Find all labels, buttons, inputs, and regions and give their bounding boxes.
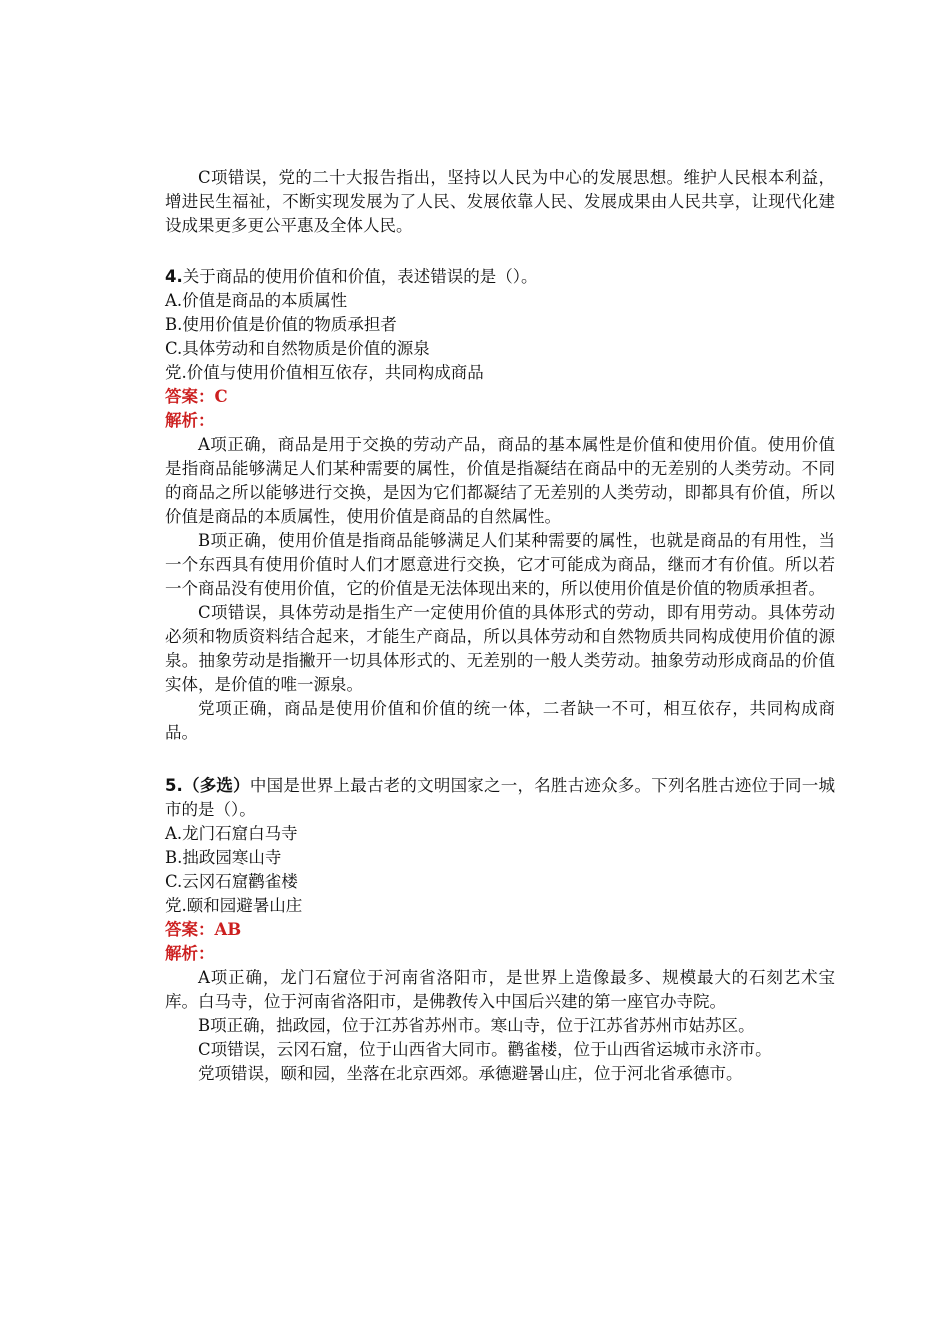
question-5-option-b: B.拙政园寒山寺 [165,848,282,867]
question-4-analysis-b: B项正确，使用价值是指商品能够满足人们某种需要的属性，也就是商品的有用性，当一个东西具有使用价值时人们才愿意进行交换，它才可能成为商品，继而才有价值。所以若一个商品没有使用价值，它的价值是无法体现出来的，所以使用价值是价值的物质承担者。 [165,531,835,598]
question-4-analysis-label: 解析： [165,411,215,430]
question-4-option-b: B.使用价值是价值的物质承担者 [165,315,397,334]
question-4-analysis-a: A项正确，商品是用于交换的劳动产品，商品的基本属性是价值和使用价值。使用价值是指商品能够满足人们某种需要的属性，价值是指凝结在商品中的无差别的人类劳动。不同的商品之所以能够进行交换，是因为它们都凝结了无差别的人类劳动，即都具有价值，所以价值是商品的本质属性，使用价值是商品的自然属性。 [165,435,835,526]
question-5-option-d: 党.颐和园避暑山庄 [165,896,303,915]
question-4-number: 4. [165,267,183,286]
question-5-analysis-d: 党项错误，颐和园，坐落在北京西郊。承德避暑山庄，位于河北省承德市。 [198,1064,743,1083]
question-4-text: 关于商品的使用价值和价值，表述错误的是（）。 [182,267,538,286]
question-5-analysis-label: 解析： [165,944,215,963]
question-5-number: 5.（多选） [165,776,250,795]
intro-block [165,166,835,238]
question-4-analysis-d: 党项正确，商品是使用价值和价值的统一体，二者缺一不可，相互依存，共同构成商品。 [165,699,835,742]
question-4-option-d: 党.价值与使用价值相互依存，共同构成商品 [165,363,484,382]
question-4-option-a: A.价值是商品的本质属性 [165,291,348,310]
question-5-analysis-b: B项正确，拙政园，位于江苏省苏州市。寒山寺，位于江苏省苏州市姑苏区。 [198,1016,755,1035]
question-4-answer: 答案：C [165,387,228,406]
question-4-stem [165,265,835,289]
intro-paragraph: C项错误，党的二十大报告指出，坚持以人民为中心的发展思想。维护人民根本利益，增进民生福祉，不断实现发展为了人民、发展依靠人民、发展成果由人民共享，让现代化建设成果更多更公平惠及全体人民。 [165,168,835,235]
question-4-analysis-c: C项错误，具体劳动是指生产一定使用价值的具体形式的劳动，即有用劳动。具体劳动必须和物质资料结合起来，才能生产商品，所以具体劳动和自然物质共同构成使用价值的源泉。抽象劳动是指撇开一切具体形式的、无差别的一般人类劳动。抽象劳动形成商品的价值实体，是价值的唯一源泉。 [165,603,835,694]
question-5-answer: 答案：AB [165,920,242,939]
question-5-option-c: C.云冈石窟鹳雀楼 [165,872,298,891]
question-5-option-a: A.龙门石窟白马寺 [165,824,298,843]
question-5-analysis-a: A项正确，龙门石窟位于河南省洛阳市，是世界上造像最多、规模最大的石刻艺术宝库。白马寺，位于河南省洛阳市，是佛教传入中国后兴建的第一座官办寺院。 [165,968,835,1011]
question-5-stem [165,774,835,822]
question-4-option-c: C.具体劳动和自然物质是价值的源泉 [165,339,430,358]
question-4 [165,265,835,745]
question-5-analysis-c: C项错误，云冈石窟，位于山西省大同市。鹳雀楼，位于山西省运城市永济市。 [198,1040,772,1059]
question-5 [165,774,835,1086]
question-5-text: 中国是世界上最古老的文明国家之一，名胜古迹众多。下列名胜古迹位于同一城市的是（）。 [165,776,836,819]
